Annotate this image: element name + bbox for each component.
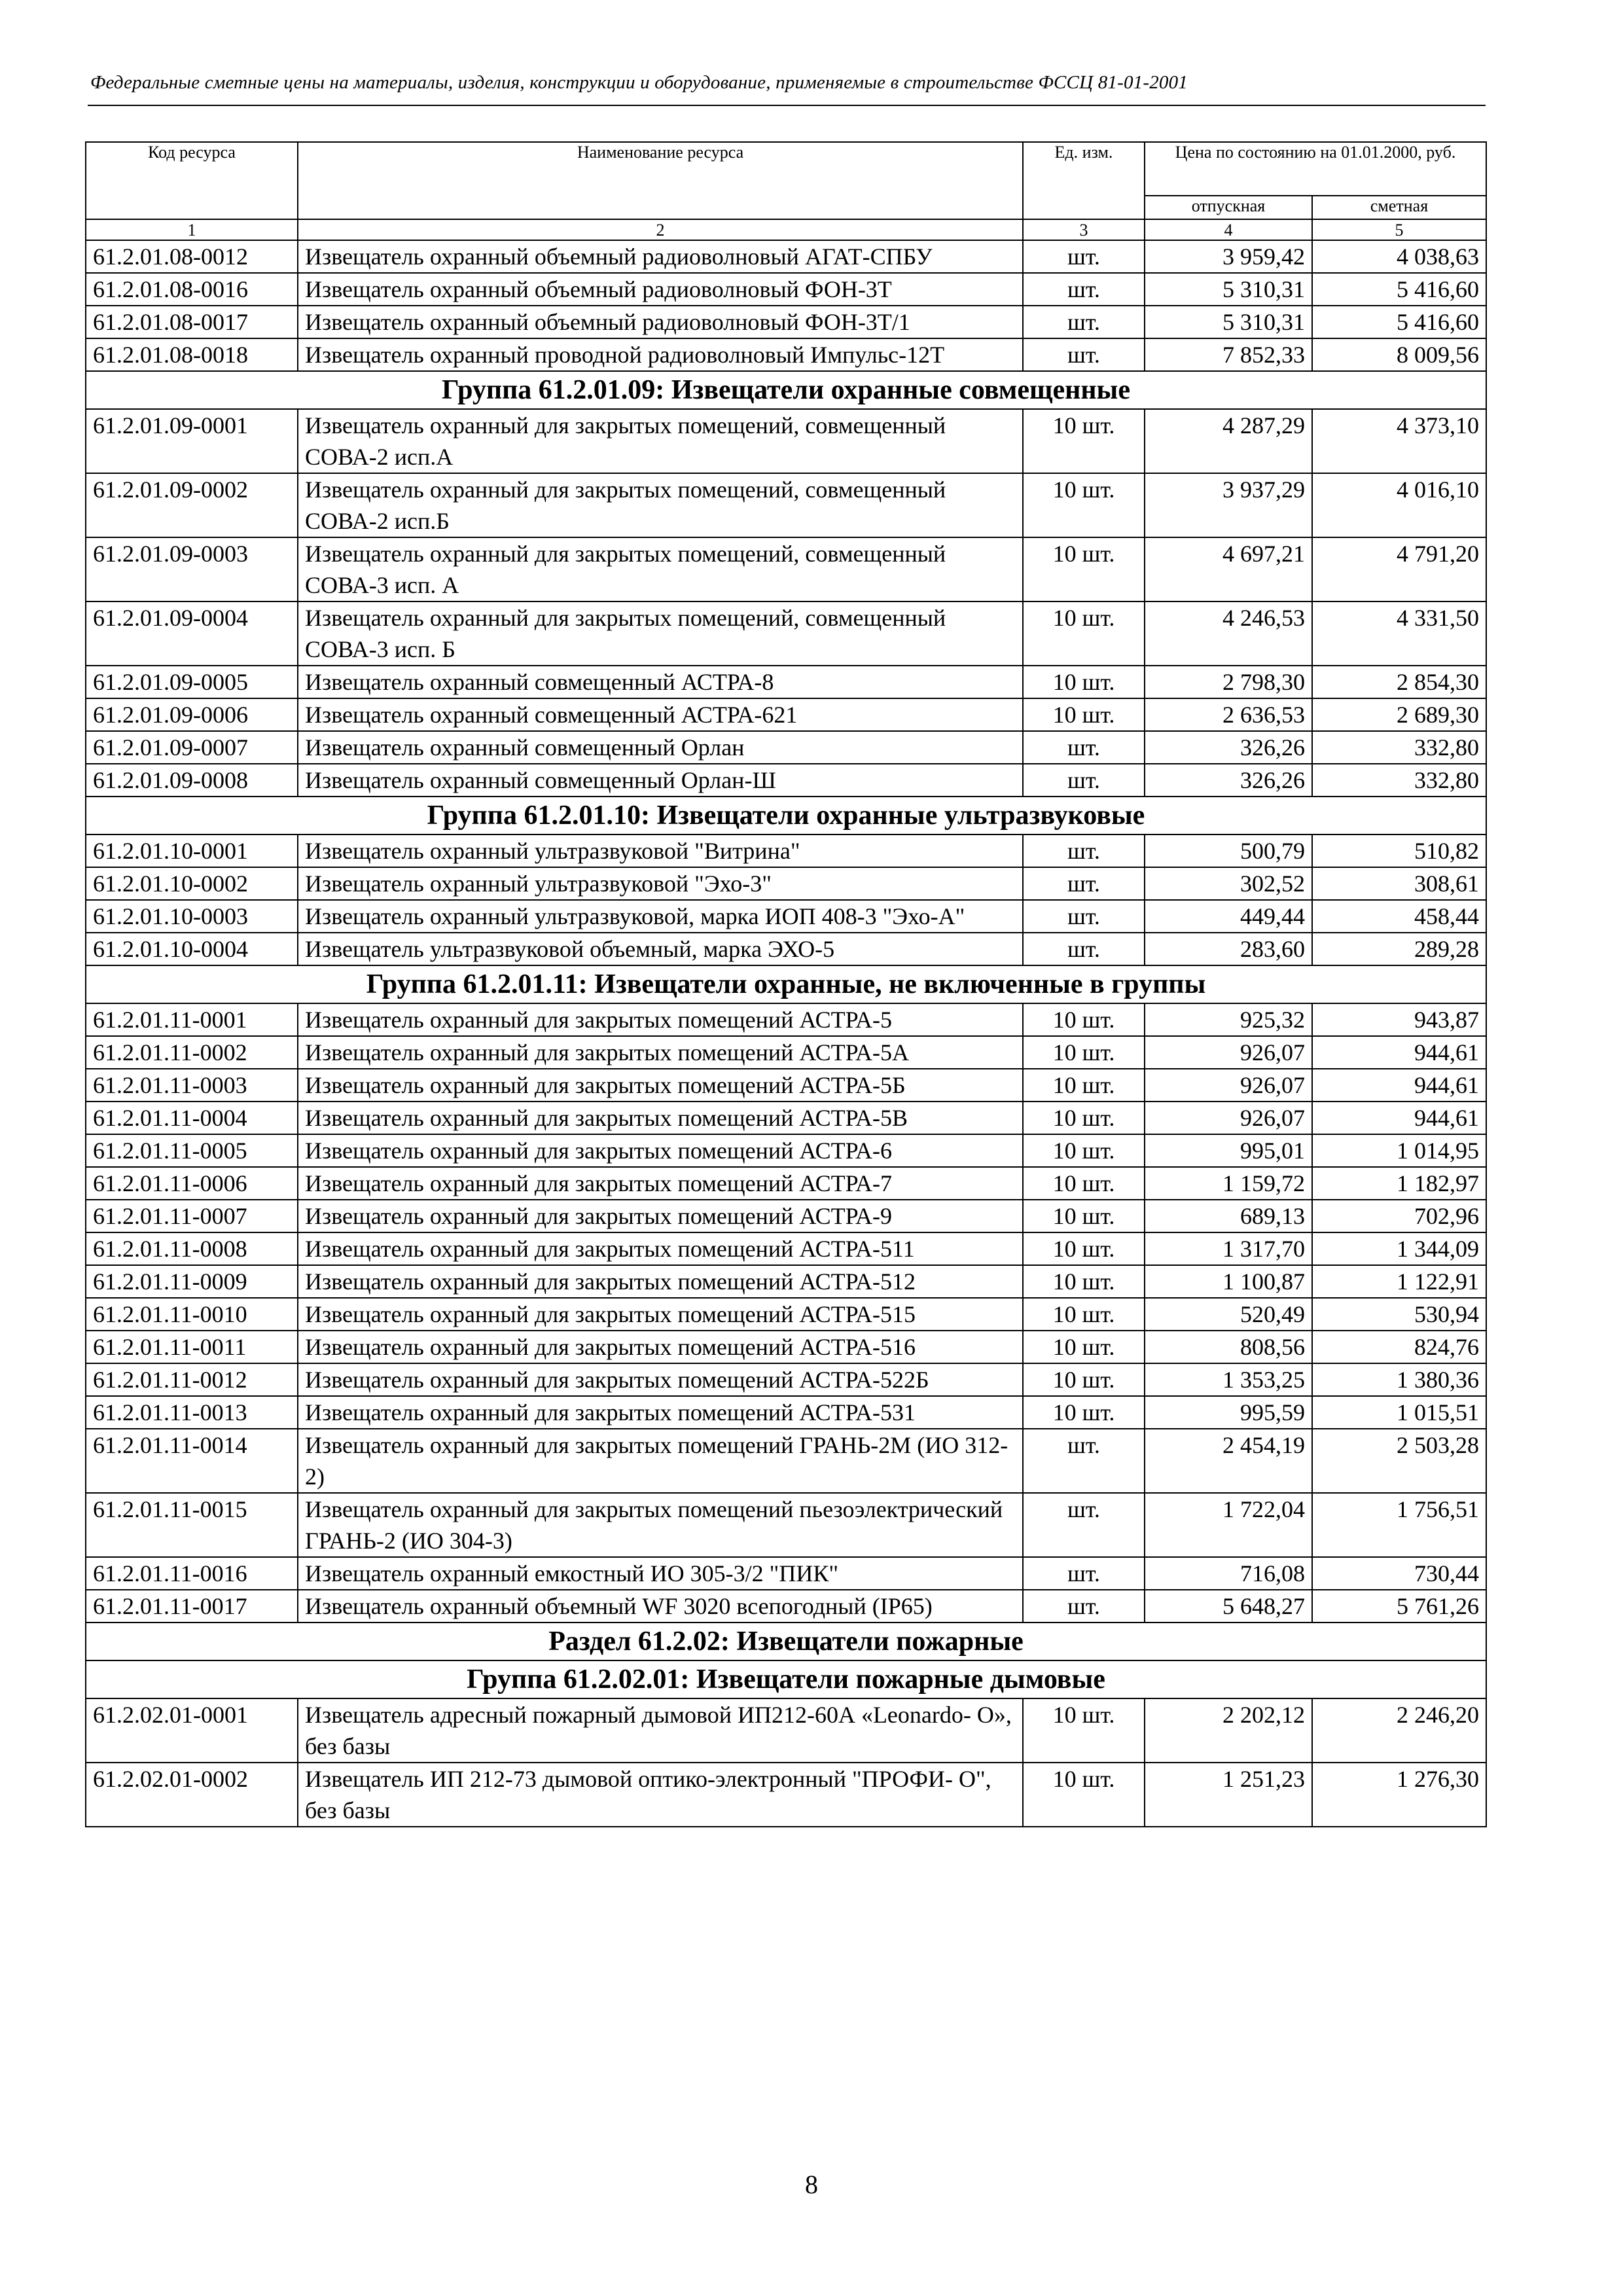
unit-cell: 10 шт. [1023, 1396, 1145, 1429]
estimate-price: 308,61 [1312, 867, 1486, 900]
unit-cell: 10 шт. [1023, 1363, 1145, 1396]
resource-name: Извещатель охранный для закрытых помещений АСТРА-5В [298, 1102, 1023, 1134]
table-row [86, 1363, 1486, 1396]
estimate-price: 730,44 [1312, 1557, 1486, 1590]
resource-code: 61.2.01.11-0011 [86, 1331, 298, 1363]
release-price: 2 202,12 [1145, 1698, 1312, 1763]
table-row [86, 1493, 1486, 1557]
resource-name: Извещатель охранный ультразвуковой, марка ИОП 408-3 "Эхо-А" [298, 900, 1023, 933]
release-price: 926,07 [1145, 1036, 1312, 1069]
release-price: 283,60 [1145, 933, 1312, 965]
resource-code: 61.2.01.09-0003 [86, 537, 298, 601]
table-row [86, 666, 1486, 698]
table-row [86, 834, 1486, 867]
unit-cell: 10 шт. [1023, 1200, 1145, 1232]
estimate-price: 2 689,30 [1312, 698, 1486, 731]
table-body [86, 240, 1486, 1827]
resource-name: Извещатель охранный объемный радиоволновый АГАТ-СПБУ [298, 240, 1023, 273]
estimate-price: 943,87 [1312, 1003, 1486, 1036]
col-number: 4 [1145, 219, 1312, 240]
release-price: 7 852,33 [1145, 338, 1312, 371]
resource-code: 61.2.01.11-0010 [86, 1298, 298, 1331]
group-title: Раздел 61.2.02: Извещатели пожарные [86, 1623, 1486, 1660]
release-price: 1 251,23 [1145, 1763, 1312, 1827]
estimate-price: 1 015,51 [1312, 1396, 1486, 1429]
release-price: 1 159,72 [1145, 1167, 1312, 1200]
resource-name: Извещатель охранный для закрытых помещений АСТРА-9 [298, 1200, 1023, 1232]
table-row [86, 1396, 1486, 1429]
price-table [85, 141, 1487, 1827]
estimate-price: 944,61 [1312, 1102, 1486, 1134]
release-price: 995,01 [1145, 1134, 1312, 1167]
release-price: 716,08 [1145, 1557, 1312, 1590]
resource-name: Извещатель охранный объемный радиоволновый ФОН-3Т/1 [298, 306, 1023, 338]
resource-code: 61.2.01.11-0005 [86, 1134, 298, 1167]
resource-code: 61.2.01.11-0006 [86, 1167, 298, 1200]
header-rule [88, 105, 1486, 106]
group-heading-row [86, 1660, 1486, 1698]
release-price: 1 100,87 [1145, 1265, 1312, 1298]
resource-code: 61.2.01.09-0006 [86, 698, 298, 731]
unit-cell: 10 шт. [1023, 1698, 1145, 1763]
table-row [86, 273, 1486, 306]
unit-cell: шт. [1023, 240, 1145, 273]
estimate-price: 332,80 [1312, 764, 1486, 797]
table-row [86, 1134, 1486, 1167]
unit-cell: 10 шт. [1023, 698, 1145, 731]
unit-cell: 10 шт. [1023, 601, 1145, 666]
resource-name: Извещатель охранный для закрытых помещений АСТРА-516 [298, 1331, 1023, 1363]
release-price: 926,07 [1145, 1069, 1312, 1102]
col-number: 1 [86, 219, 298, 240]
table-row [86, 900, 1486, 933]
estimate-price: 5 416,60 [1312, 273, 1486, 306]
resource-code: 61.2.01.11-0016 [86, 1557, 298, 1590]
resource-name: Извещатель охранный для закрытых помещений АСТРА-531 [298, 1396, 1023, 1429]
release-price: 808,56 [1145, 1331, 1312, 1363]
resource-name: Извещатель охранный для закрытых помещений АСТРА-512 [298, 1265, 1023, 1298]
table-row [86, 1590, 1486, 1623]
unit-cell: шт. [1023, 731, 1145, 764]
table-row [86, 1698, 1486, 1763]
estimate-price: 5 761,26 [1312, 1590, 1486, 1623]
unit-cell: 10 шт. [1023, 666, 1145, 698]
unit-cell: 10 шт. [1023, 473, 1145, 537]
resource-name: Извещатель охранный для закрытых помещений АСТРА-515 [298, 1298, 1023, 1331]
table-row [86, 1265, 1486, 1298]
group-title: Группа 61.2.01.09: Извещатели охранные совмещенные [86, 371, 1486, 409]
resource-name: Извещатель охранный совмещенный Орлан [298, 731, 1023, 764]
group-title: Группа 61.2.01.11: Извещатели охранные, не включенные в группы [86, 965, 1486, 1003]
resource-name: Извещатель охранный для закрытых помещений АСТРА-6 [298, 1134, 1023, 1167]
resource-name: Извещатель охранный ультразвуковой "Эхо-3" [298, 867, 1023, 900]
resource-code: 61.2.01.11-0014 [86, 1429, 298, 1493]
resource-code: 61.2.01.09-0008 [86, 764, 298, 797]
table-row [86, 867, 1486, 900]
estimate-price: 702,96 [1312, 1200, 1486, 1232]
unit-cell: шт. [1023, 1557, 1145, 1590]
release-price: 5 648,27 [1145, 1590, 1312, 1623]
release-price: 302,52 [1145, 867, 1312, 900]
estimate-price: 510,82 [1312, 834, 1486, 867]
unit-cell: 10 шт. [1023, 1134, 1145, 1167]
table-row [86, 306, 1486, 338]
table-row [86, 1003, 1486, 1036]
release-price: 2 798,30 [1145, 666, 1312, 698]
resource-code: 61.2.01.11-0007 [86, 1200, 298, 1232]
resource-name: Извещатель охранный для закрытых помещений АСТРА-5А [298, 1036, 1023, 1069]
resource-name: Извещатель охранный для закрытых помещений АСТРА-511 [298, 1232, 1023, 1265]
unit-cell: шт. [1023, 1429, 1145, 1493]
release-price: 1 317,70 [1145, 1232, 1312, 1265]
unit-cell: шт. [1023, 1590, 1145, 1623]
group-heading-row [86, 1623, 1486, 1660]
unit-cell: шт. [1023, 1493, 1145, 1557]
resource-name: Извещатель охранный для закрытых помещений, совмещенный СОВА-2 исп.Б [298, 473, 1023, 537]
unit-cell: 10 шт. [1023, 1069, 1145, 1102]
release-price: 3 959,42 [1145, 240, 1312, 273]
unit-cell: 10 шт. [1023, 1763, 1145, 1827]
col-header-unit: Ед. изм. [1023, 142, 1145, 219]
estimate-price: 2 854,30 [1312, 666, 1486, 698]
release-price: 925,32 [1145, 1003, 1312, 1036]
release-price: 4 287,29 [1145, 409, 1312, 473]
estimate-price: 4 373,10 [1312, 409, 1486, 473]
estimate-price: 4 016,10 [1312, 473, 1486, 537]
resource-name: Извещатель ультразвуковой объемный, марка ЭХО-5 [298, 933, 1023, 965]
release-price: 5 310,31 [1145, 273, 1312, 306]
resource-code: 61.2.02.01-0001 [86, 1698, 298, 1763]
group-title: Группа 61.2.02.01: Извещатели пожарные дымовые [86, 1660, 1486, 1698]
table-row [86, 1102, 1486, 1134]
resource-name: Извещатель охранный для закрытых помещений АСТРА-5 [298, 1003, 1023, 1036]
estimate-price: 8 009,56 [1312, 338, 1486, 371]
table-row [86, 933, 1486, 965]
unit-cell: шт. [1023, 306, 1145, 338]
resource-code: 61.2.01.11-0003 [86, 1069, 298, 1102]
unit-cell: шт. [1023, 867, 1145, 900]
table-row [86, 338, 1486, 371]
resource-code: 61.2.01.09-0005 [86, 666, 298, 698]
unit-cell: 10 шт. [1023, 1265, 1145, 1298]
resource-name: Извещатель охранный совмещенный АСТРА-621 [298, 698, 1023, 731]
release-price: 1 722,04 [1145, 1493, 1312, 1557]
release-price: 326,26 [1145, 731, 1312, 764]
resource-code: 61.2.01.10-0001 [86, 834, 298, 867]
table-row [86, 698, 1486, 731]
release-price: 1 353,25 [1145, 1363, 1312, 1396]
release-price: 449,44 [1145, 900, 1312, 933]
resource-name: Извещатель охранный для закрытых помещений ГРАНЬ-2М (ИО 312-2) [298, 1429, 1023, 1493]
resource-name: Извещатель охранный для закрытых помещений АСТРА-7 [298, 1167, 1023, 1200]
release-price: 3 937,29 [1145, 473, 1312, 537]
col-header-estimate: сметная [1312, 196, 1486, 219]
table-row [86, 764, 1486, 797]
resource-code: 61.2.01.11-0009 [86, 1265, 298, 1298]
estimate-price: 332,80 [1312, 731, 1486, 764]
table-row [86, 409, 1486, 473]
resource-name: Извещатель охранный для закрытых помещений пьезоэлектрический ГРАНЬ-2 (ИО 304-3) [298, 1493, 1023, 1557]
col-header-name: Наименование ресурса [298, 142, 1023, 219]
table-row [86, 1298, 1486, 1331]
table-row [86, 1429, 1486, 1493]
unit-cell: шт. [1023, 338, 1145, 371]
resource-name: Извещатель охранный для закрытых помещений, совмещенный СОВА-3 исп. А [298, 537, 1023, 601]
unit-cell: 10 шт. [1023, 409, 1145, 473]
resource-code: 61.2.01.08-0017 [86, 306, 298, 338]
resource-code: 61.2.01.11-0017 [86, 1590, 298, 1623]
resource-code: 61.2.01.09-0001 [86, 409, 298, 473]
resource-name: Извещатель охранный для закрытых помещений, совмещенный СОВА-2 исп.А [298, 409, 1023, 473]
resource-name: Извещатель охранный для закрытых помещений АСТРА-5Б [298, 1069, 1023, 1102]
unit-cell: 10 шт. [1023, 1036, 1145, 1069]
unit-cell: шт. [1023, 933, 1145, 965]
estimate-price: 1 122,91 [1312, 1265, 1486, 1298]
estimate-price: 1 276,30 [1312, 1763, 1486, 1827]
unit-cell: 10 шт. [1023, 537, 1145, 601]
estimate-price: 4 331,50 [1312, 601, 1486, 666]
release-price: 4 697,21 [1145, 537, 1312, 601]
resource-name: Извещатель ИП 212-73 дымовой оптико-электронный "ПРОФИ- О", без базы [298, 1763, 1023, 1827]
col-number: 2 [298, 219, 1023, 240]
resource-code: 61.2.01.08-0018 [86, 338, 298, 371]
resource-code: 61.2.01.11-0002 [86, 1036, 298, 1069]
release-price: 2 636,53 [1145, 698, 1312, 731]
table-row [86, 537, 1486, 601]
resource-name: Извещатель охранный объемный радиоволновый ФОН-3Т [298, 273, 1023, 306]
estimate-price: 289,28 [1312, 933, 1486, 965]
estimate-price: 2 246,20 [1312, 1698, 1486, 1763]
group-heading-row [86, 371, 1486, 409]
table-row [86, 1036, 1486, 1069]
table-row [86, 601, 1486, 666]
release-price: 5 310,31 [1145, 306, 1312, 338]
estimate-price: 458,44 [1312, 900, 1486, 933]
resource-name: Извещатель охранный объемный WF 3020 всепогодный (IP65) [298, 1590, 1023, 1623]
resource-code: 61.2.01.09-0002 [86, 473, 298, 537]
release-price: 326,26 [1145, 764, 1312, 797]
resource-code: 61.2.01.11-0001 [86, 1003, 298, 1036]
col-header-price: Цена по состоянию на 01.01.2000, руб. [1145, 142, 1486, 196]
estimate-price: 530,94 [1312, 1298, 1486, 1331]
estimate-price: 1 380,36 [1312, 1363, 1486, 1396]
release-price: 500,79 [1145, 834, 1312, 867]
unit-cell: 10 шт. [1023, 1003, 1145, 1036]
resource-code: 61.2.01.11-0012 [86, 1363, 298, 1396]
estimate-price: 824,76 [1312, 1331, 1486, 1363]
resource-code: 61.2.01.09-0004 [86, 601, 298, 666]
col-number: 5 [1312, 219, 1486, 240]
table-row [86, 1557, 1486, 1590]
estimate-price: 5 416,60 [1312, 306, 1486, 338]
running-header: Федеральные сметные цены на материалы, изделия, конструкции и оборудование, применяемые в строительстве ФССЦ 81-01-2001 [90, 72, 1188, 93]
unit-cell: 10 шт. [1023, 1298, 1145, 1331]
resource-name: Извещатель охранный для закрытых помещений, совмещенный СОВА-3 исп. Б [298, 601, 1023, 666]
col-header-release: отпускная [1145, 196, 1312, 219]
unit-cell: шт. [1023, 273, 1145, 306]
resource-code: 61.2.01.11-0013 [86, 1396, 298, 1429]
unit-cell: 10 шт. [1023, 1331, 1145, 1363]
col-header-code: Код ресурса [86, 142, 298, 219]
resource-code: 61.2.01.11-0008 [86, 1232, 298, 1265]
group-title: Группа 61.2.01.10: Извещатели охранные ультразвуковые [86, 797, 1486, 834]
release-price: 520,49 [1145, 1298, 1312, 1331]
table-row [86, 1763, 1486, 1827]
resource-code: 61.2.01.11-0015 [86, 1493, 298, 1557]
resource-code: 61.2.01.08-0016 [86, 273, 298, 306]
unit-cell: шт. [1023, 764, 1145, 797]
resource-code: 61.2.01.10-0002 [86, 867, 298, 900]
table-row [86, 1167, 1486, 1200]
resource-code: 61.2.01.11-0004 [86, 1102, 298, 1134]
resource-name: Извещатель охранный совмещенный АСТРА-8 [298, 666, 1023, 698]
resource-name: Извещатель охранный совмещенный Орлан-Ш [298, 764, 1023, 797]
estimate-price: 944,61 [1312, 1069, 1486, 1102]
group-heading-row [86, 965, 1486, 1003]
unit-cell: 10 шт. [1023, 1167, 1145, 1200]
estimate-price: 1 344,09 [1312, 1232, 1486, 1265]
resource-name: Извещатель охранный ультразвуковой "Витрина" [298, 834, 1023, 867]
resource-code: 61.2.01.08-0012 [86, 240, 298, 273]
unit-cell: 10 шт. [1023, 1232, 1145, 1265]
release-price: 4 246,53 [1145, 601, 1312, 666]
release-price: 995,59 [1145, 1396, 1312, 1429]
unit-cell: шт. [1023, 900, 1145, 933]
page-number: 8 [805, 2170, 818, 2199]
table-row [86, 1232, 1486, 1265]
table-row [86, 240, 1486, 273]
table-row [86, 473, 1486, 537]
release-price: 689,13 [1145, 1200, 1312, 1232]
resource-name: Извещатель адресный пожарный дымовой ИП212-60А «Leonardo- O», без базы [298, 1698, 1023, 1763]
release-price: 2 454,19 [1145, 1429, 1312, 1493]
estimate-price: 4 038,63 [1312, 240, 1486, 273]
unit-cell: 10 шт. [1023, 1102, 1145, 1134]
col-number: 3 [1023, 219, 1145, 240]
estimate-price: 4 791,20 [1312, 537, 1486, 601]
table-row [86, 1200, 1486, 1232]
resource-name: Извещатель охранный емкостный ИО 305-3/2 "ПИК" [298, 1557, 1023, 1590]
resource-name: Извещатель охранный для закрытых помещений АСТРА-522Б [298, 1363, 1023, 1396]
estimate-price: 1 756,51 [1312, 1493, 1486, 1557]
estimate-price: 1 182,97 [1312, 1167, 1486, 1200]
estimate-price: 2 503,28 [1312, 1429, 1486, 1493]
table-row [86, 1069, 1486, 1102]
resource-code: 61.2.01.10-0003 [86, 900, 298, 933]
estimate-price: 944,61 [1312, 1036, 1486, 1069]
resource-code: 61.2.01.09-0007 [86, 731, 298, 764]
unit-cell: шт. [1023, 834, 1145, 867]
table-row [86, 731, 1486, 764]
resource-name: Извещатель охранный проводной радиоволновый Импульс-12Т [298, 338, 1023, 371]
group-heading-row [86, 797, 1486, 834]
estimate-price: 1 014,95 [1312, 1134, 1486, 1167]
resource-code: 61.2.01.10-0004 [86, 933, 298, 965]
resource-code: 61.2.02.01-0002 [86, 1763, 298, 1827]
table-row [86, 1331, 1486, 1363]
release-price: 926,07 [1145, 1102, 1312, 1134]
